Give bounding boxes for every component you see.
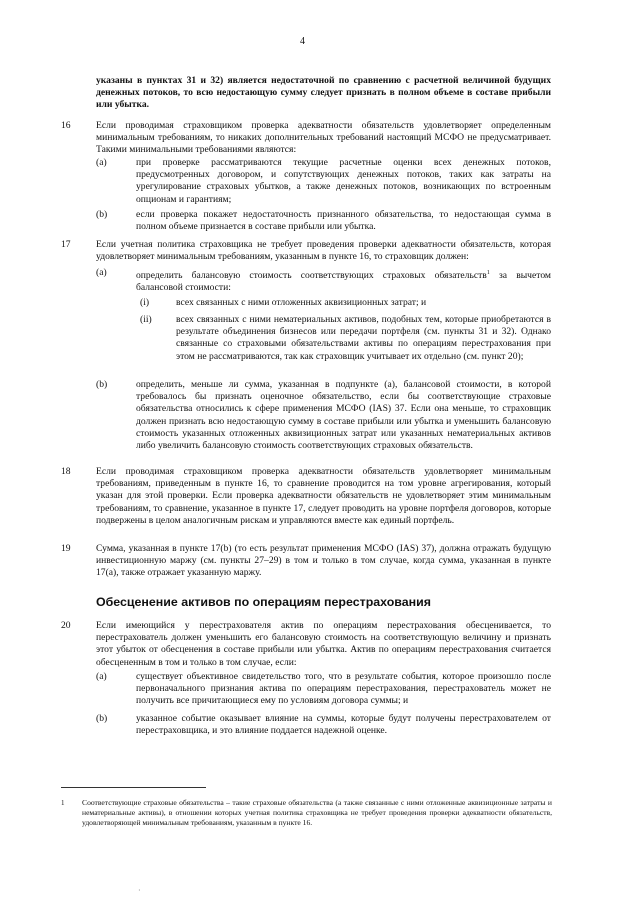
footnote-text: Соответствующие страховые обязательства – такие страховые обязательства (а также связанные с ними отложенные аквизиционные затраты и нематериальные активы), в отношении которых учетная политика страховщика не требует проведения проверки адекватности обязательств, удовлетворяющей минимальным требованиям, указанным в пункте 16. <box>82 798 552 827</box>
footnote-mark: 1 <box>61 799 65 807</box>
paragraph-17-number: 17 <box>61 239 71 250</box>
paragraph-20-a-label: (a) <box>96 671 107 682</box>
paragraph-17-b-label: (b) <box>96 379 108 390</box>
paragraph-20-text: Если имеющийся у перестрахователя актив по операциям перестрахования обесценивается, то перестрахователь должен уменьшить его балансовую стоимость на соответствующую величину и признать этот убыток от обесценения в составе прибыли или убытка. Актив по операциям перестрахования считается обесцененным в том и только в том случае, если: <box>96 620 551 668</box>
scan-mark: · <box>138 886 141 895</box>
paragraph-17-text: Если учетная политика страховщика не требует проведения проверки адекватности обязательств, которая удовлетворяет минимальным требованиям, указанным в пункте 16, то страховщик должен: <box>96 239 551 263</box>
paragraph-17-a-label: (a) <box>96 267 107 278</box>
paragraph-17-ii-label: (ii) <box>140 314 152 325</box>
paragraph-19-number: 19 <box>61 543 71 554</box>
paragraph-16-text: Если проводимая страховщиком проверка адекватности обязательств удовлетворяет определенным минимальным требованиям, то никаких дополнительных требований настоящий МСФО не предусматривает. Такими минимальными требованиями являются: <box>96 120 551 156</box>
paragraph-16-b-label: (b) <box>96 209 108 220</box>
paragraph-20-b-label: (b) <box>96 713 108 724</box>
paragraph-16-a-text: при проверке рассматриваются текущие расчетные оценки всех денежных потоков, предусмотренных договором, и сопутствующих денежных потоков, таких как затраты на урегулирование страховых убытков, а также денежных потоков, возникающих по встроенным опционам и гарантиям; <box>136 157 551 205</box>
footnote-reference: 1 <box>486 270 490 276</box>
paragraph-16-a-label: (a) <box>96 157 107 168</box>
paragraph-18-number: 18 <box>61 466 71 477</box>
paragraph-17-ii-text: всех связанных с ними нематериальных активов, подобных тем, которые приобретаются в результате объединения бизнесов или передачи портфеля (см. пункты 31 и 32). Однако связанные со страховыми обязательствами активы по операциям перестрахования при этом не рассматриваются, так как страховщик учитывает их отдельно (см. пункт 20); <box>176 314 551 362</box>
paragraph-17-i-text: всех связанных с ними отложенных аквизиционных затрат; и <box>176 297 427 308</box>
paragraph-17-a-after: за вычетом балансовой стоимости: <box>136 270 552 294</box>
paragraph-17-a-before: определить балансовую стоимость соответствующих страховых обязательств <box>136 270 487 282</box>
paragraph-19-text: Сумма, указанная в пункте 17(b) (то есть результат применения МСФО (IAS) 37), должна отражать будущую инвестиционную маржу (см. пункты 27–29) в том и только в том случае, когда сумма, указанная в пункте 17(a), также отражает указанную маржу. <box>96 543 551 579</box>
paragraph-20-number: 20 <box>61 620 71 631</box>
paragraph-17-i-label: (i) <box>140 297 150 308</box>
paragraph-17-a-text <box>136 267 551 295</box>
paragraph-16-b-text: если проверка покажет недостаточность признанного обязательства, то недостающая сумма в полном объеме признается в составе прибыли или убытка. <box>136 209 551 233</box>
paragraph-20-b-text: указанное событие оказывает влияние на суммы, которые будут получены перестрахователем от перестраховщика, и это влияние поддается надежной оценке. <box>136 713 551 737</box>
paragraph-18-text: Если проводимая страховщиком проверка адекватности обязательств удовлетворяет минимальным требованиям, приведенным в пункте 16, то сравнение проводится на том уровне агрегирования, который указан для этой проверки. Если проверка адекватности обязательств не удовлетворяет этим минимальным требованиям, то сравнение, указанное в пункте 17, следует проводить на уровне портфеля договоров, которые подвержены в целом аналогичным рискам и управляются вместе как единый портфель. <box>96 466 551 526</box>
page-number: 4 <box>300 36 305 47</box>
section-heading: Обесценение активов по операциям перестрахования <box>96 595 431 609</box>
paragraph-16-number: 16 <box>61 120 71 131</box>
footnote-separator <box>61 787 206 788</box>
paragraph-17-b-text: определить, меньше ли сумма, указанная в подпункте (a), балансовой стоимости, в которой требовалось бы признать оценочное обязательство, если бы соответствующие страховые обязательства относились к сфере применения МСФО (IAS) 37. Если она меньше, то страховщик должен признать всю недостающую сумму в составе прибыли или убытка и уменьшить балансовую стоимость указанных отложенных аквизиционных затрат или указанных нематериальных активов либо увеличить балансовую стоимость соответствующих страховых обязательств. <box>136 379 551 452</box>
paragraph-20-a-text: существует объективное свидетельство того, что в результате события, которое произошло после первоначального признания актива по операциям перестрахования, перестрахователь может не получить все причитающиеся ему по условиям договора суммы; и <box>136 671 551 707</box>
continuation-text: указаны в пунктах 31 и 32) является недостаточной по сравнению с расчетной величиной будущих денежных потоков, то всю недостающую сумму следует признать в полном объеме в составе прибыли или убытка. <box>96 75 551 111</box>
